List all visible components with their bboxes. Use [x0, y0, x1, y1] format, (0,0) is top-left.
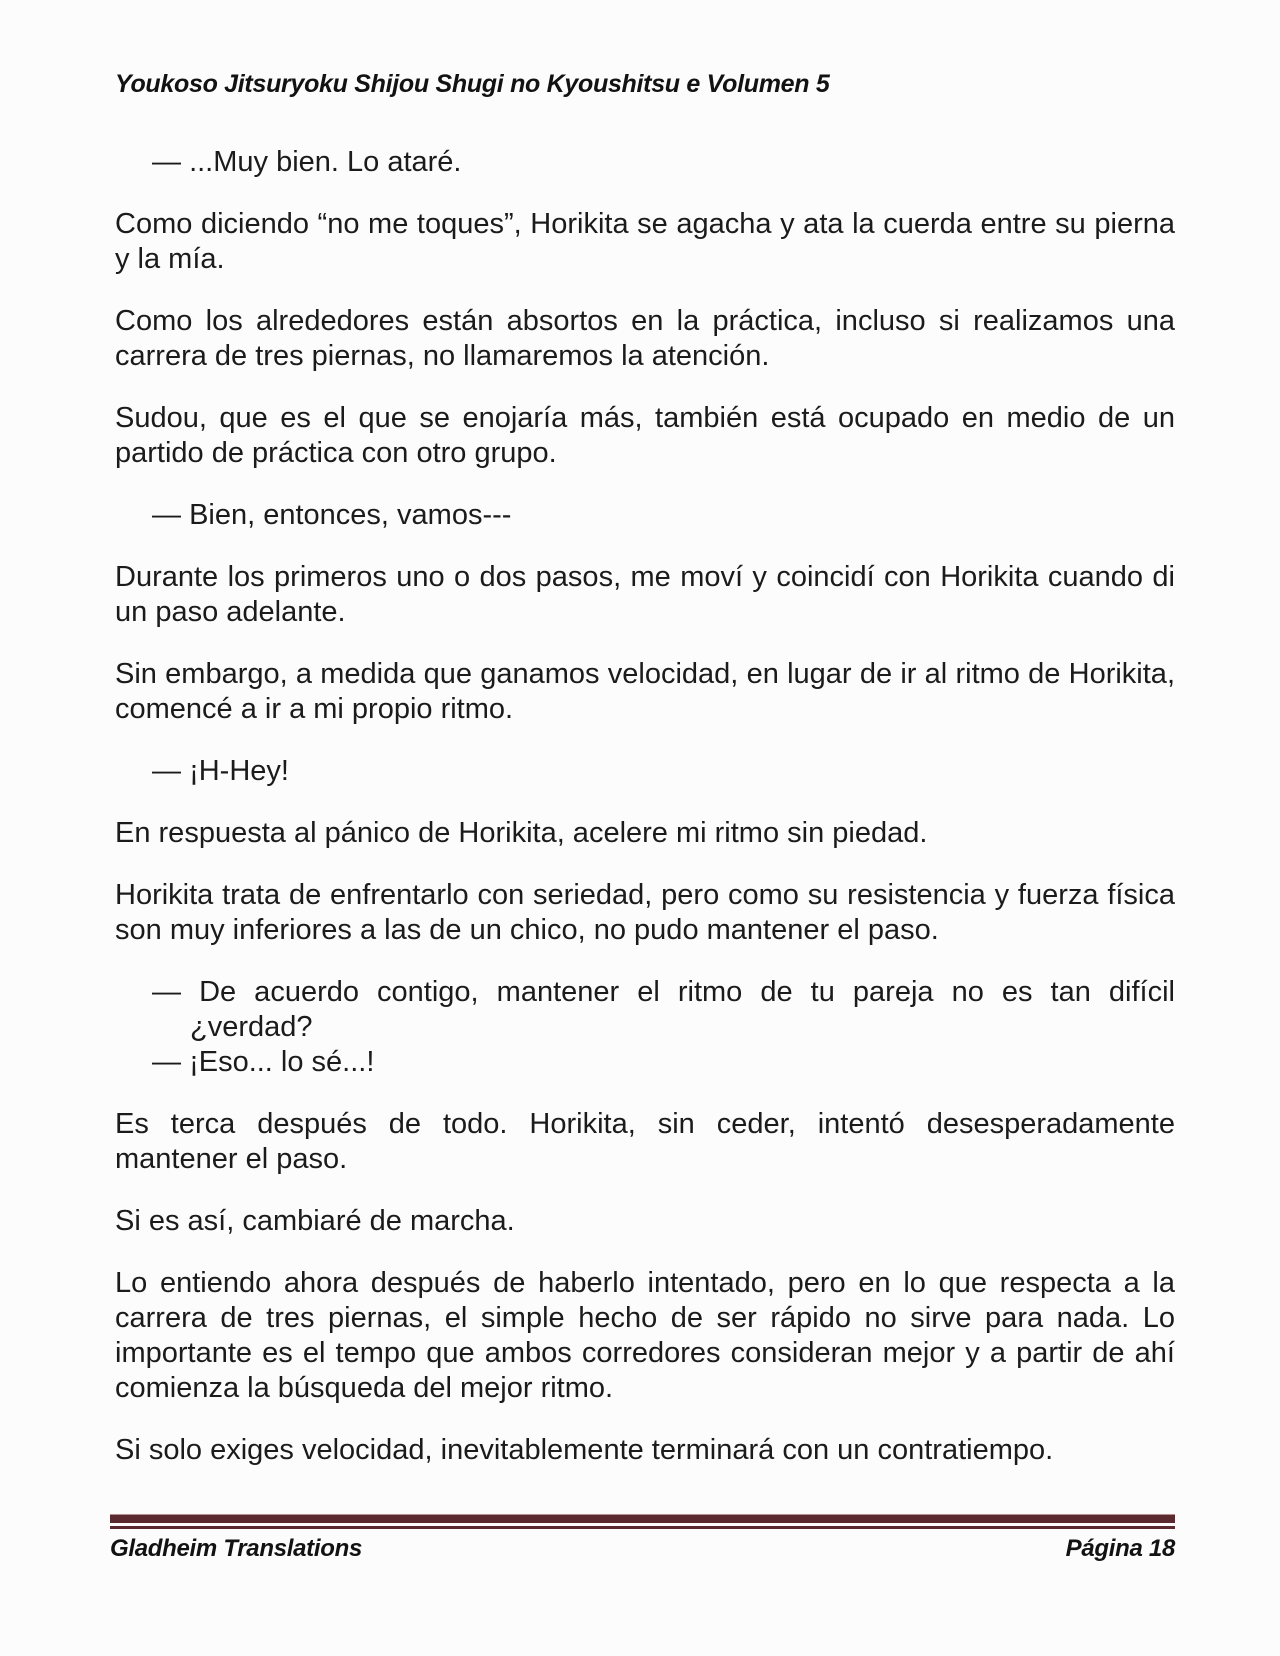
dialogue-paragraph: — De acuerdo contigo, mantener el ritmo de tu pareja no es tan difícil ¿verdad?	[152, 976, 1176, 1043]
narration-paragraph: En respuesta al pánico de Horikita, acelere mi ritmo sin piedad.	[115, 817, 928, 849]
narration-paragraph: Lo entiendo ahora después de haberlo intentado, pero en lo que respecta a la carrera de tres piernas, el simple hecho de ser rápido no sirve para nada. Lo importante es el tempo que ambos corredores consideran mejor y a partir de ahí comienza la búsqueda del mejor ritmo.	[115, 1267, 1175, 1404]
narration-paragraph: Como los alrededores están absortos en la práctica, incluso si realizamos una carrera de tres piernas, no llamaremos la atención.	[115, 305, 1175, 372]
dialogue-dash: —	[152, 1046, 190, 1078]
dialogue-paragraph: — Bien, entonces, vamos---	[152, 499, 512, 531]
narration-paragraph: Como diciendo “no me toques”, Horikita se agacha y ata la cuerda entre su pierna y la mía.	[115, 208, 1175, 275]
content-area	[115, 70, 1175, 1495]
narration-paragraph: Horikita trata de enfrentarlo con seriedad, pero como su resistencia y fuerza física son muy inferiores a las de un chico, no pudo mantener el paso.	[115, 879, 1175, 946]
narration-paragraph: Sin embargo, a medida que ganamos velocidad, en lugar de ir al ritmo de Horikita, comencé a ir a mi propio ritmo.	[115, 658, 1175, 725]
page-title: Youkoso Jitsuryoku Shijou Shugi no Kyoushitsu e Volumen 5	[115, 70, 830, 98]
dialogue-dash: —	[152, 146, 190, 178]
dialogue-dash: —	[152, 976, 200, 1008]
dialogue-paragraph: — ¡Eso... lo sé...!	[152, 1046, 375, 1078]
narration-paragraph: Durante los primeros uno o dos pasos, me moví y coincidí con Horikita cuando di un paso adelante.	[115, 561, 1175, 628]
footer-rule	[110, 1514, 1175, 1529]
narration-paragraph: Si es así, cambiaré de marcha.	[115, 1205, 515, 1237]
dialogue-paragraph: — ¡H-Hey!	[152, 755, 289, 787]
page-footer	[110, 1514, 1175, 1563]
narration-paragraph: Sudou, que es el que se enojaría más, también está ocupado en medio de un partido de práctica con otro grupo.	[115, 402, 1175, 469]
footer-rule-thin	[110, 1526, 1175, 1529]
page-number: Página 18	[1065, 1535, 1175, 1562]
translator-credit: Gladheim Translations	[110, 1535, 362, 1562]
dialogue-dash: —	[152, 755, 190, 787]
dialogue-dash: —	[152, 499, 190, 531]
footer-rule-thick	[110, 1514, 1175, 1523]
narration-paragraph: Si solo exiges velocidad, inevitablemente terminará con un contratiempo.	[115, 1434, 1054, 1466]
footer-row	[110, 1535, 1175, 1563]
narration-paragraph: Es terca después de todo. Horikita, sin ceder, intentó desesperadamente mantener el paso.	[115, 1108, 1175, 1175]
document-body	[115, 145, 1175, 1468]
dialogue-paragraph: — ...Muy bien. Lo ataré.	[152, 146, 462, 178]
